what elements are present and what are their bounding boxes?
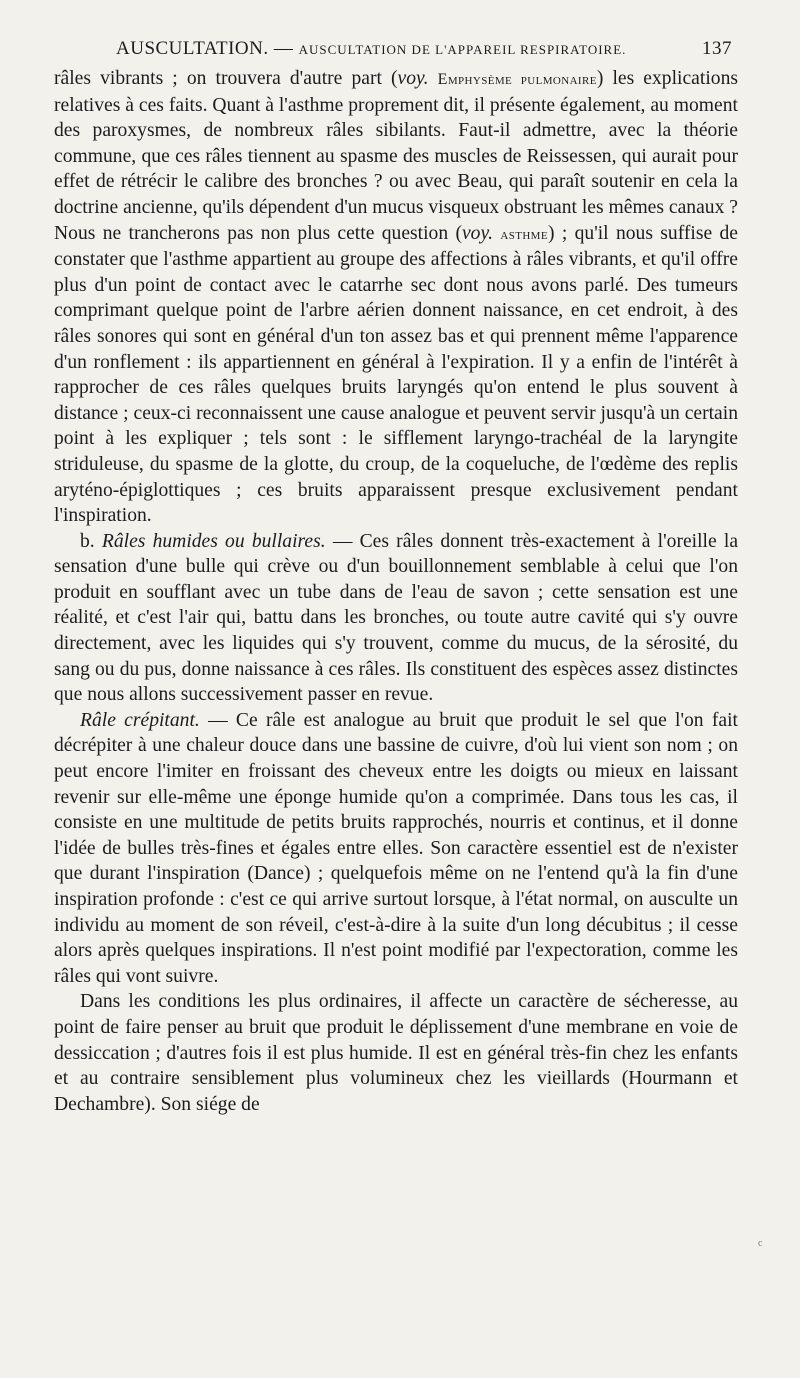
- paragraph-rales-humides: b. Râles humides ou bullaires. — Ces râles donnent très-exactement à l'oreille la sensation d'une bulle qui crève ou d'un bouillonnement semblable à celui que l'on produit en soufflant avec un tube dans de l'eau de savon ; cette sensation est une réalité, et c'est l'air qui, battu dans les bronches, ou toute autre cavité qui s'y ouvre directement, avec les liquides qui s'y trouvent, comme du mucus, de la sérosité, du sang ou du pus, donne naissance à ces râles. Ils constituent des espèces assez distinctes que nous allons successivement passer en revue.: [54, 530, 739, 706]
- paragraph-rale-crepitant: Râle crépitant. — Ce râle est analogue au bruit que produit le sel que l'on fait décrépiter à une chaleur douce dans une bassine de cuivre, d'où lui vient son nom ; on peut encore l'imiter en froissant des cheveux entre les doigts ou mieux en laissant revenir sur elle-même une éponge humide qu'on a comprimée. Dans tous les cas, il consiste en une multitude de petits bruits rapprochés, nourris et continus, et il donne l'idée de bulles très-fines et égales entre elles. Son caractère essentiel est de n'exister que durant l'inspiration (Dance) ; quelquefois même on ne l'entend qu'à la fin d'une inspiration profonde : c'est ce qui arrive surtout lorsque, à l'état normal, on ausculte un individu au moment de son réveil, c'est-à-dire à la suite d'un long décubitus ; il cesse alors après quelques inspirations. Il n'est point modifié par l'expectoration, comme les râles qui vont suivre.: [54, 709, 738, 987]
- margin-mark: c: [758, 1238, 763, 1249]
- paragraph-conditions: Dans les conditions les plus ordinaires, il affecte un caractère de sécheresse, au point de faire penser au bruit que produit le déplissement d'une membrane en voie de dessiccation ; d'autres fois il est plus humide. Il est en général très-fin chez les enfants et au contraire sensiblement plus volumineux chez les vieillards (Hourmann et Dechambre). Son siége de: [54, 991, 738, 1115]
- running-head-subtitle: AUSCULTATION DE L'APPAREIL RESPIRATOIRE.: [298, 42, 627, 57]
- running-head-title: AUSCULTATION. — AUSCULTATION DE L'APPAREIL RESPIRATOIRE.: [116, 38, 627, 59]
- section-heading-rales-humides: Râles humides ou bullaires.: [101, 530, 326, 552]
- section-heading-rale-crepitant: Râle crépitant.: [80, 709, 200, 731]
- page-number: 137: [702, 38, 732, 59]
- paragraph-1: râles vibrants ; on trouvera d'autre part (voy. Emphysème pulmonaire) les explications relatives à ces faits. Quant à l'asthme proprement dit, il présente également, au moment des paroxysmes, de nombreux râles sibilants. Faut-il admettre, avec la théorie commune, que ces râles tiennent au spasme des muscles de Reissessen, qui aurait pour effet de rétrécir le calibre des bronches ? ou avec Beau, qui paraît soutenir en cela la doctrine ancienne, qu'ils dépendent d'un mucus visqueux obstruant les mêmes canaux ? Nous ne trancherons pas non plus cette question (voy. asthme) ; qu'il nous suffise de constater que l'asthme appartient au groupe des affections à râles vibrants, et qu'il offre plus d'un point de contact avec le catarrhe sec dont nous avons parlé. Des tumeurs comprimant quelque point de l'arbre aérien donnent naissance, en cet endroit, à des râles sonores qui sont en général d'un ton assez bas et qui prennent même l'apparence d'un ronflement : ils appartiennent en général à l'expiration. Il y a enfin de l'intérêt à rapprocher de ces râles quelques bruits laryngés qu'on entend le plus souvent à distance ; ceux-ci reconnaissent une cause analogue et peuvent servir jusqu'à un certain point à les expliquer ; tels sont : le sifflement laryngo-trachéal de la laryngite striduleuse, du spasme de la glotte, du croup, de la coqueluche, de l'œdème des replis aryténo-épiglottiques ; ces bruits apparaissent presque exclusivement pendant l'inspiration.: [54, 68, 738, 527]
- running-head: [54, 34, 738, 64]
- body-text: [54, 66, 738, 1117]
